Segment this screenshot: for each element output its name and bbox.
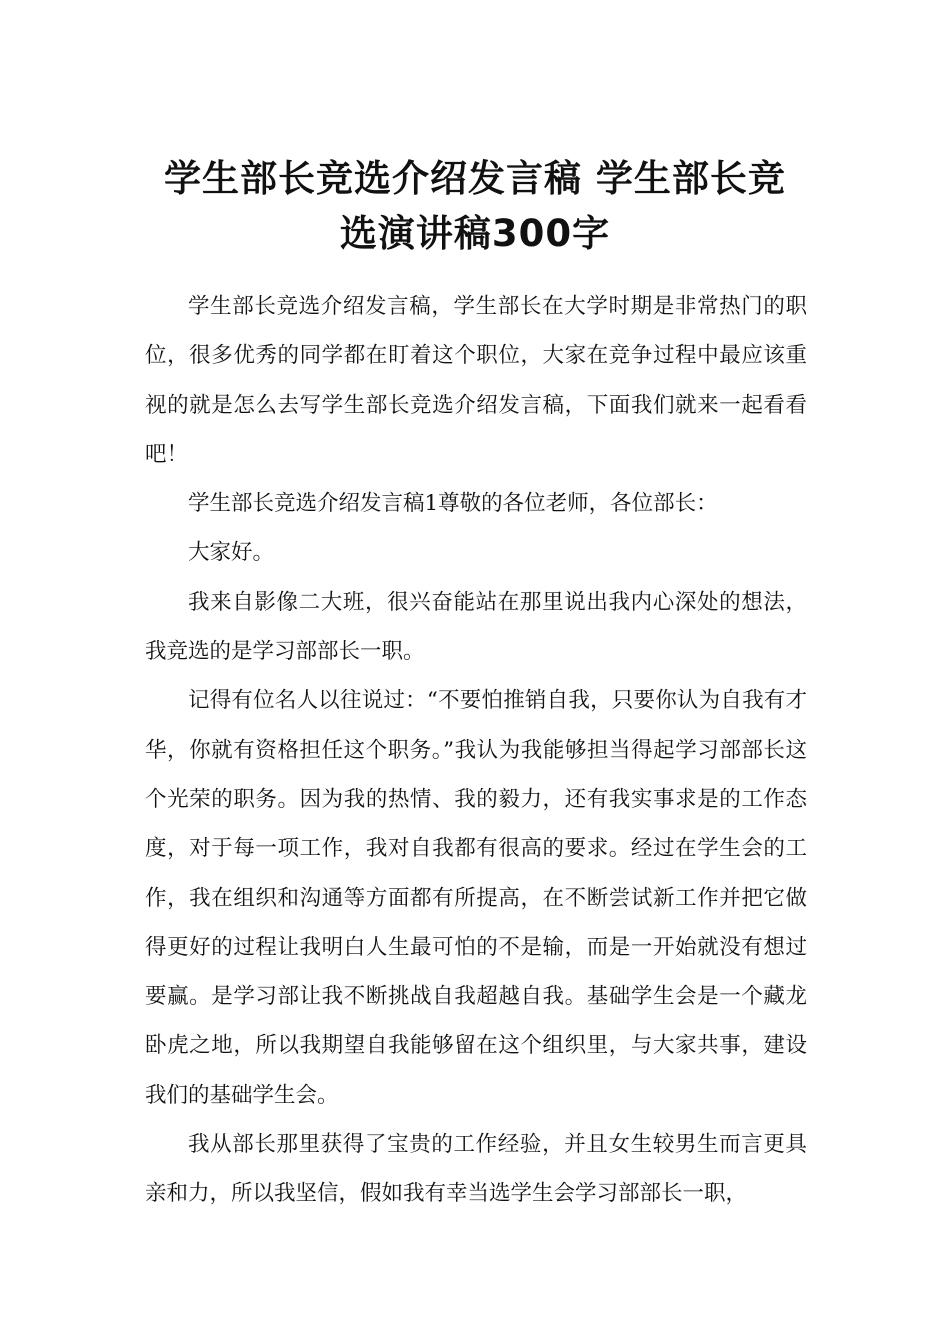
paragraph-salutation: 学生部长竞选介绍发言稿1尊敬的各位老师，各位部长： xyxy=(188,491,718,517)
paragraph-intro: 学生部长竞选介绍发言稿，学生部长在大学时期是非常热门的职位，很多优秀的同学都在盯着这个职位，大家在竞争过程中最应该重视的就是怎么去写学生部长竞选介绍发言稿，下面我们就来一起看看吧！ xyxy=(145,294,807,467)
page-title xyxy=(120,151,830,261)
paragraph-greeting: 大家好。 xyxy=(188,540,275,566)
document-body xyxy=(145,282,807,1219)
paragraph-closing: 我从部长那里获得了宝贵的工作经验，并且女生较男生而言更具亲和力，所以我坚信，假如我有幸当选学生会学习部部长一职， xyxy=(145,1132,807,1207)
title-line-1: 学生部长竞选介绍发言稿 学生部长竞 xyxy=(164,156,786,200)
title-line-2: 选演讲稿300字 xyxy=(339,211,611,255)
paragraph-self-introduction: 我来自影像二大班，很兴奋能站在那里说出我内心深处的想法，我竞选的是学习部部长一职。 xyxy=(145,589,807,665)
paragraph-main: 记得有位名人以往说过：“不要怕推销自我，只要你认为自我有才华，你就有资格担任这个职务。”我认为我能够担当得起学习部部长这个光荣的职务。因为我的热情、我的毅力，还有我实事求是的工作态度，对于每一项工作，我对自我都有很高的要求。经过在学生会的工作，我在组织和沟通等方面都有所提高，在不断尝试新工作并把它做得更好的过程让我明白人生最可怕的不是输，而是一开始就没有想过要赢。是学习部让我不断挑战自我超越自我。基础学生会是一个藏龙卧虎之地，所以我期望自我能够留在这个组织里，与大家共事，建设我们的基础学生会。 xyxy=(145,688,807,1108)
